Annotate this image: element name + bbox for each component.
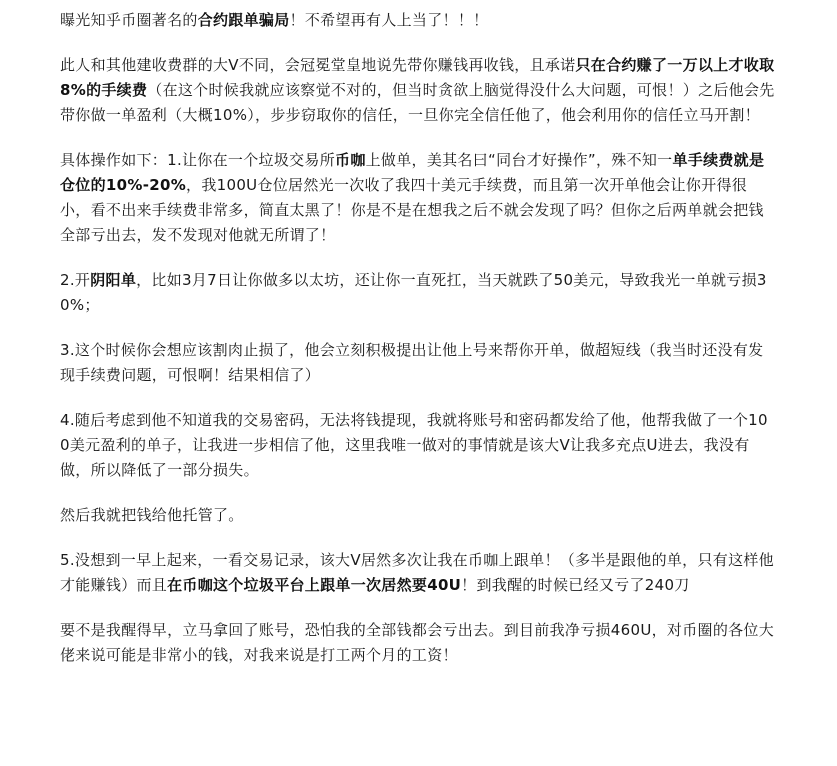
paragraph-2 bbox=[60, 53, 777, 128]
paragraph-8 bbox=[60, 548, 777, 598]
text-segment: 要不是我醒得早，立马拿回了账号，恐怕我的全部钱都会亏出去。到目前我净亏损460U，对币圈的各位大佬来说可能是非常小的钱，对我来说是打工两个月的工资！ bbox=[60, 621, 775, 664]
text-segment: 然后我就把钱给他托管了。 bbox=[60, 506, 244, 524]
bold-text-segment: 单手续费就是仓位的10%-20% bbox=[60, 151, 765, 194]
text-segment: 曝光知乎币圈著名的 bbox=[60, 11, 198, 29]
bold-text-segment: 币咖 bbox=[335, 151, 366, 169]
bold-text-segment: 合约跟单骗局 bbox=[197, 11, 290, 29]
paragraph-4 bbox=[60, 268, 777, 318]
text-segment: 3.这个时候你会想应该割肉止损了，他会立刻积极提出让他上号来帮你开单，做超短线（我当时还没有发现手续费问题，可恨啊！结果相信了） bbox=[60, 341, 764, 384]
text-segment: 上做单，美其名曰“同台才好操作”，殊不知一 bbox=[365, 151, 673, 169]
text-segment: 4.随后考虑到他不知道我的交易密码，无法将钱提现，我就将账号和密码都发给了他，他帮我做了一个100美元盈利的单子，让我进一步相信了他，这里我唯一做对的事情就是该大V让我多充点U进去，我没有做，所以降低了一部分损失。 bbox=[60, 411, 768, 479]
text-segment: 2.开 bbox=[60, 271, 91, 289]
paragraph-6 bbox=[60, 408, 777, 483]
bold-text-segment: 只在合约赚了一万以上才收取8%的手续费 bbox=[60, 56, 775, 99]
text-segment: 5.没想到一早上起来，一看交易记录，该大V居然多次让我在币咖上跟单！（多半是跟他的单，只有这样他才能赚钱）而且 bbox=[60, 551, 774, 594]
bold-text-segment: 阴阳单 bbox=[90, 271, 137, 289]
paragraph-7 bbox=[60, 503, 777, 528]
text-segment: 此人和其他建收费群的大V不同，会冠冕堂皇地说先带你赚钱再收钱，且承诺 bbox=[60, 56, 576, 74]
text-segment: ！不希望再有人上当了！！！ bbox=[289, 11, 489, 29]
text-segment: ，我100U仓位居然光一次收了我四十美元手续费，而且第一次开单他会让你开得很小，看不出来手续费非常多，简直太黑了！你是不是在想我之后不就会发现了吗？但你之后两单就会把钱全部亏出去，发不发现对他就无所谓了！ bbox=[60, 176, 764, 244]
bold-text-segment: 在币咖这个垃圾平台上跟单一次居然要40U bbox=[167, 576, 462, 594]
paragraph-1 bbox=[60, 8, 777, 33]
text-segment: 具体操作如下：1.让你在一个垃圾交易所 bbox=[60, 151, 336, 169]
paragraph-5 bbox=[60, 338, 777, 388]
text-segment: ，比如3月7日让你做多以太坊，还让你一直死扛，当天就跌了50美元，导致我光一单就亏损30%； bbox=[60, 271, 767, 314]
paragraph-9 bbox=[60, 618, 777, 668]
paragraph-3 bbox=[60, 148, 777, 248]
text-segment: ！到我醒的时候已经又亏了240刀 bbox=[461, 576, 690, 594]
text-segment: （在这个时候我就应该察觉不对的，但当时贪欲上脑觉得没什么大问题，可恨！）之后他会先带你做一单盈利（大概10%），步步窃取你的信任，一旦你完全信任他了，他会利用你的信任立马开割！ bbox=[60, 81, 775, 124]
